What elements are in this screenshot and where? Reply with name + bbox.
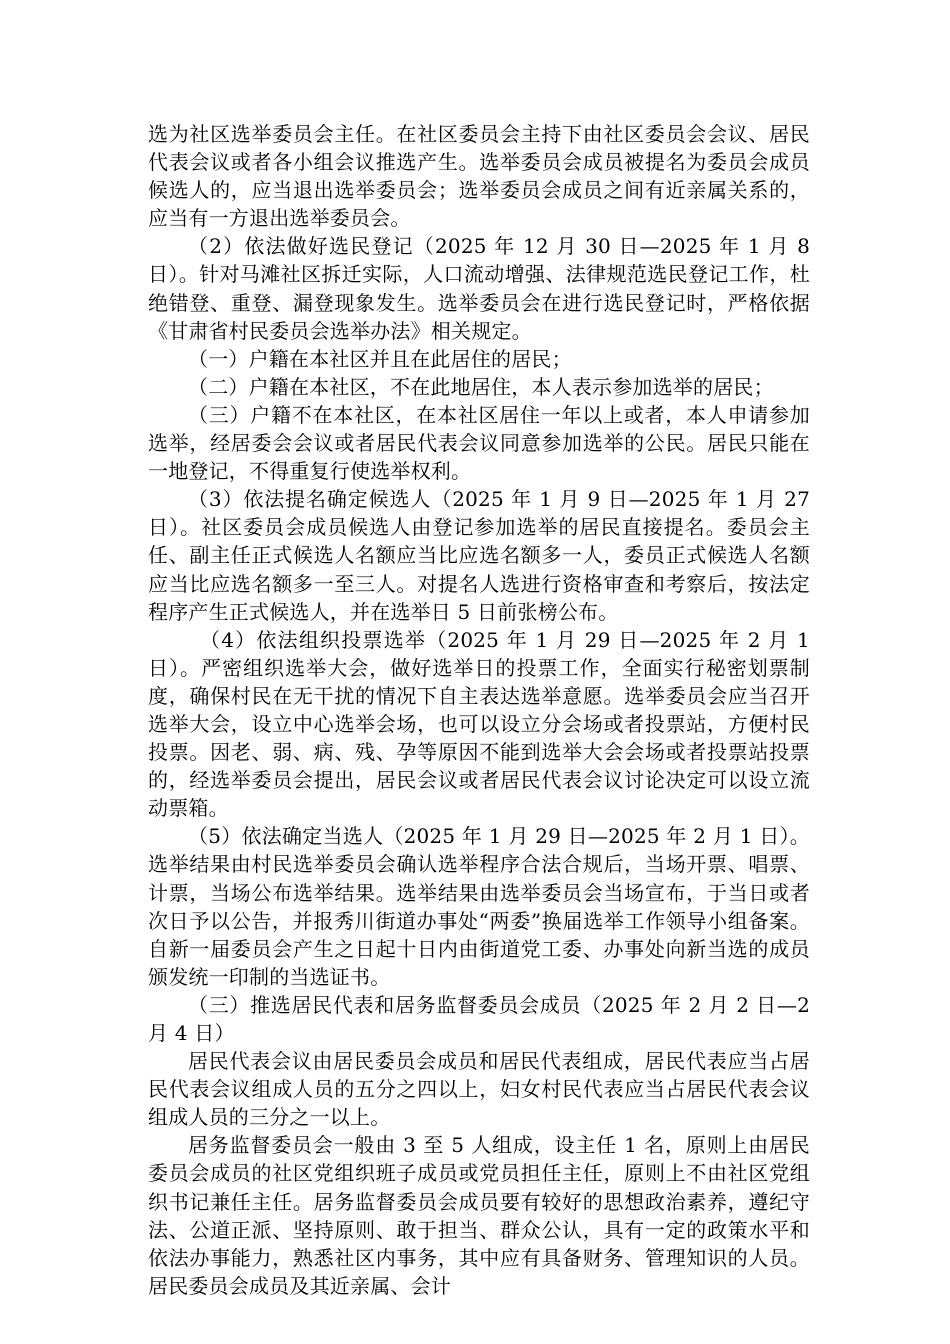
paragraph-representatives-meeting: 居民代表会议由居民委员会成员和居民代表组成，居民代表应当占居民代表会议组成人员的五分之四以上，妇女村民代表应当占居民代表会议组成人员的三分之一以上。 (148, 1049, 810, 1130)
paragraph-voting: （4）依法组织投票选举（2025 年 1 月 29 日—2025 年 2 月 1 日）。严密组织选举大会，做好选举日的投票工作，全面实行秘密划票制度，确保村民在无干扰的情况下自主表达选举意愿。选举委员会应当召开选举大会，设立中心选举会场，也可以设立分会场或者投票站，方便村民投票。因老、弱、病、残、孕等原因不能到选举大会会场或者投票站投票的，经选举委员会提出，居民会议或者居民代表会议讨论决定可以设立流动票箱。 (148, 627, 810, 821)
paragraph-voter-registration: （2）依法做好选民登记（2025 年 12 月 30 日—2025 年 1 月 8 日）。针对马滩社区拆迁实际，人口流动增强、法律规范选民登记工作，杜绝错登、重登、漏登现象发生。选举委员会在进行选民登记时，严格依据《甘肃省村民委员会选举办法》相关规定。 (148, 234, 810, 343)
paragraph-candidate-nomination: （3）依法提名确定候选人（2025 年 1 月 9 日—2025 年 1 月 27 日）。社区委员会成员候选人由登记参加选举的居民直接提名。委员会主任、副主任正式候选人名额应当比应选名额多一人，委员正式候选人名额应当比应选名额多一至三人。对提名人选进行资格审查和考察后，按法定程序产生正式候选人，并在选举日 5 日前张榜公布。 (148, 487, 810, 624)
document-page (148, 120, 810, 1300)
section-heading-representatives: （三）推选居民代表和居务监督委员会成员（2025 年 2 月 2 日—2 月 4 日） (148, 992, 810, 1045)
list-item-registration-2: （二）户籍在本社区，不在此地居住，本人表示参加选举的居民； (188, 374, 774, 399)
paragraph-supervisory-committee: 居务监督委员会一般由 3 至 5 人组成，设主任 1 名，原则上由居民委员会成员的社区党组织班子成员或党员担任主任，原则上不由社区党组织书记兼任主任。居务监督委员会成员要有较好的思想政治素养，遵纪守法、公道正派、坚持原则、敢于担当、群众公认，具有一定的政策水平和依法办事能力，熟悉社区内事务，其中应有具备财务、管理知识的人员。居民委员会成员及其近亲属、会计 (148, 1133, 810, 1298)
paragraph-election-results: （5）依法确定当选人（2025 年 1 月 29 日—2025 年 2 月 1 日）。选举结果由村民选举委员会确认选举程序合法合规后，当场开票、唱票、计票，当场公布选举结果。选举结果由选举委员会当场宣布，于当日或者次日予以公告，并报秀川街道办事处“两委”换届选举工作领导小组备案。自新一届委员会产生之日起十日内由街道党工委、办事处向新当选的成员颁发统一印制的当选证书。 (148, 824, 810, 989)
list-item-registration-3: （三）户籍不在本社区，在本社区居住一年以上或者，本人申请参加选举，经居委会会议或者居民代表会议同意参加选举的公民。居民只能在一地登记，不得重复行使选举权利。 (148, 402, 810, 484)
list-item-registration-1: （一）户籍在本社区并且在此居住的居民； (188, 346, 572, 371)
paragraph-committee-continuation: 选为社区选举委员会主任。在社区委员会主持下由社区委员会会议、居民代表会议或者各小组会议推选产生。选举委员会成员被提名为委员会成员候选人的，应当退出选举委员会；选举委员会成员之间有近亲属关系的，应当有一方退出选举委员会。 (148, 122, 810, 231)
